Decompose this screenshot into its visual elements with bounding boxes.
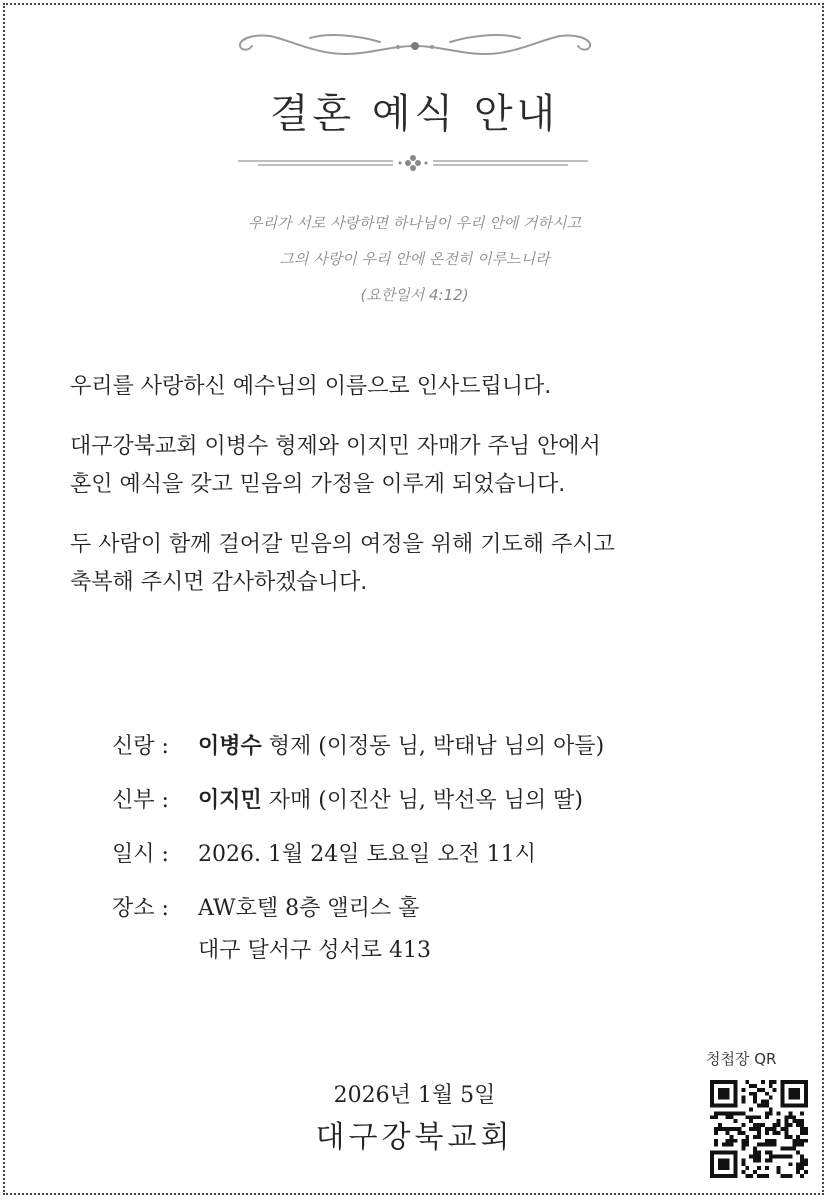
- invitation-message: [70, 368, 770, 624]
- groom-label: 신랑 :: [112, 734, 169, 759]
- greeting-line: 우리를 사랑하신 예수님의 이름으로 인사드립니다.: [70, 374, 552, 399]
- bride-label: 신부 :: [112, 788, 169, 813]
- qr-label: 청첩장 QR: [706, 1050, 777, 1068]
- venue-row: [112, 890, 752, 928]
- verse-reference: (요한일서 4:12): [360, 286, 469, 304]
- flourish-ornament-icon: [230, 26, 600, 66]
- verse-line: 우리가 서로 사랑하면 하나님이 우리 안에 거하시고: [248, 214, 581, 232]
- bride-row: [112, 782, 752, 820]
- groom-desc: 형제 (이정동 님, 박태남 님의 아들): [261, 734, 605, 759]
- datetime-label: 일시 :: [112, 842, 169, 867]
- bible-verse: [0, 205, 829, 313]
- datetime-row: [112, 836, 752, 874]
- address-row: [112, 932, 752, 970]
- qr-code-icon[interactable]: [710, 1080, 808, 1178]
- announcement-paragraph: [70, 428, 770, 504]
- divider-ornament-icon: [238, 150, 588, 176]
- request-paragraph: [70, 526, 770, 602]
- bride-name: 이지민: [198, 788, 262, 813]
- announcement-line: 혼인 예식을 갖고 믿음의 가정을 이루게 되었습니다.: [70, 472, 566, 497]
- bride-value: [198, 782, 583, 820]
- groom-name: 이병수: [198, 734, 262, 759]
- venue-label: 장소 :: [112, 896, 169, 921]
- issue-date: 2026년 1월 5일: [333, 1083, 496, 1108]
- page-title: 결혼 예식 안내: [269, 91, 560, 137]
- church-name: 대구강북교회: [315, 1120, 514, 1155]
- address-value: 대구 달서구 성서로 413: [198, 938, 431, 963]
- venue-value: AW호텔 8층 앨리스 홀: [198, 896, 420, 921]
- groom-value: [198, 728, 604, 766]
- bride-desc: 자매 (이진산 님, 박선옥 님의 딸): [261, 788, 583, 813]
- request-line: 두 사람이 함께 걸어갈 믿음의 여정을 위해 기도해 주시고: [70, 532, 615, 557]
- wedding-details: [112, 728, 752, 986]
- announcement-line: 대구강북교회 이병수 형제와 이지민 자매가 주님 안에서: [70, 434, 601, 459]
- groom-row: [112, 728, 752, 766]
- datetime-value: 2026. 1월 24일 토요일 오전 11시: [198, 842, 536, 867]
- request-line: 축복해 주시면 감사하겠습니다.: [70, 570, 368, 595]
- verse-line: 그의 사랑이 우리 안에 온전히 이루느니라: [279, 250, 550, 268]
- greeting-paragraph: [70, 368, 770, 406]
